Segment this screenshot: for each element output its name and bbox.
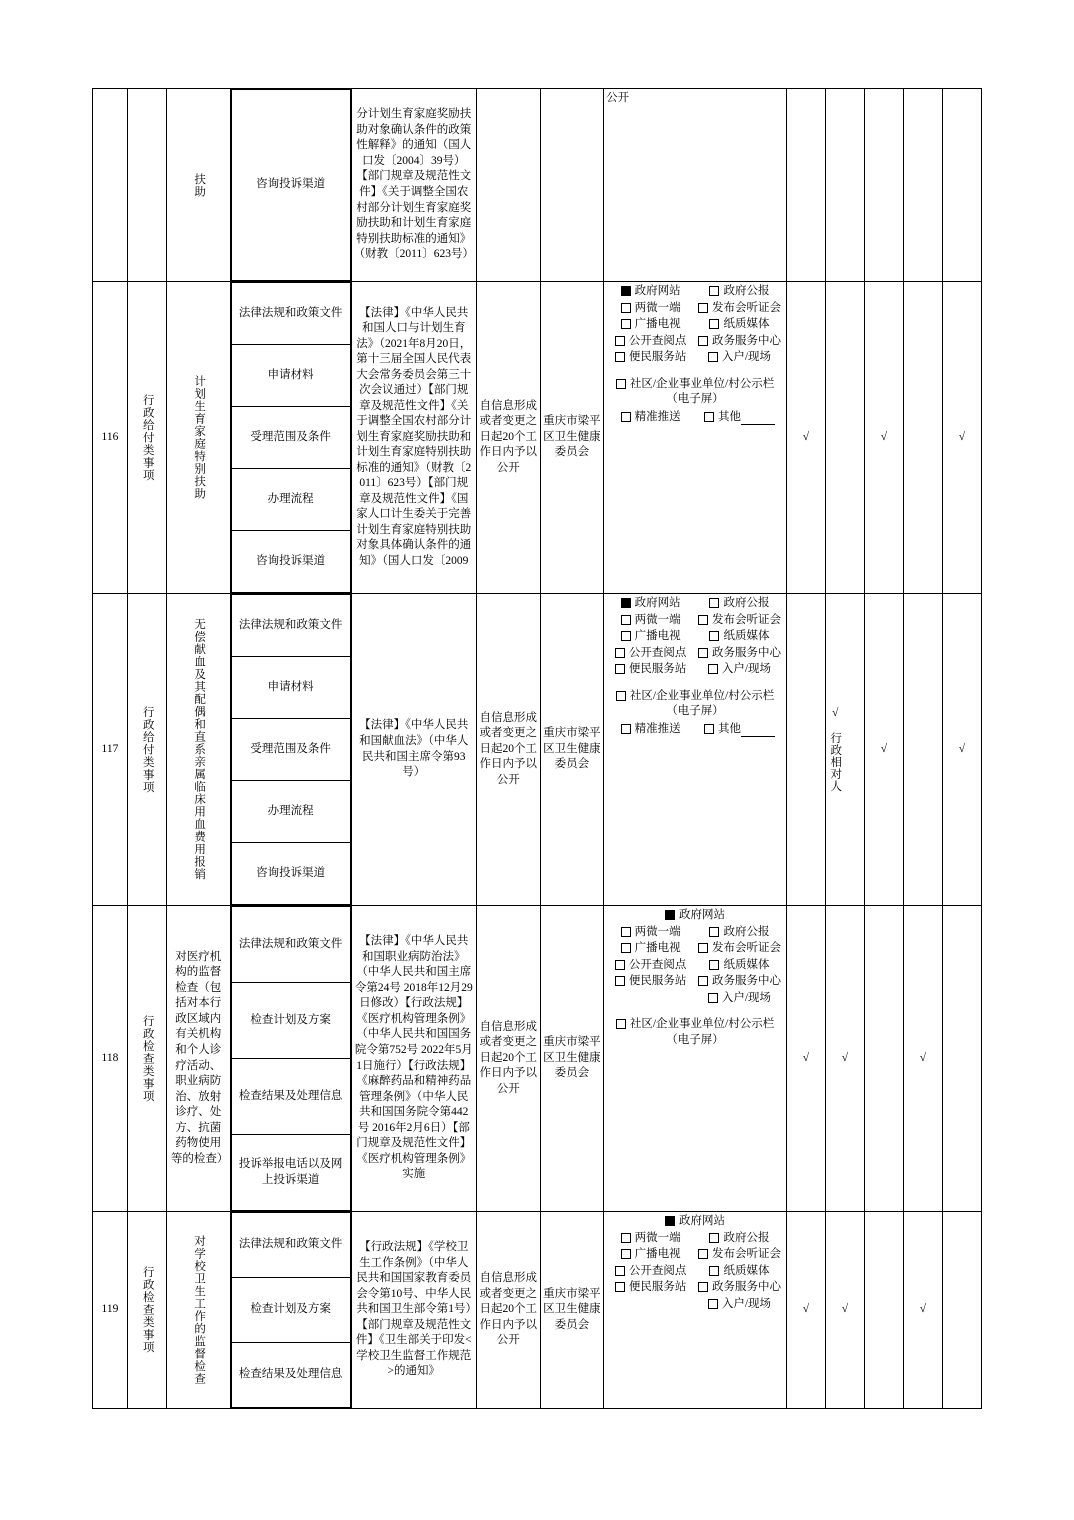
checkbox-precision-push[interactable] [621,724,631,734]
cell-basis: 【行政法规】《学校卫生工作条例》（中华人民共和国国家教育委员会令第10号、中华人民共和国卫生部令第1号）【部门规章及规范性文件】《卫生部关于印发<学校卫生监督工作规范>的通知》 [351,1212,476,1409]
checkbox-service-center[interactable] [698,336,708,346]
table-row [93,282,982,594]
table-row [93,906,982,1212]
cell-name [166,594,230,906]
cell-mark-1: √ [786,282,825,594]
cell-basis: 分计划生育家庭奖励扶助对象确认条件的政策性解释》的通知（国人口发〔2004〕39号）【部门规章及规范性文件】《关于调整全国农村部分计划生育家庭奖励扶助和计划生育家庭特别扶助标准的通知》（财教〔2011〕623号） [351,89,476,282]
table-row [93,89,982,282]
cell-type [127,594,166,906]
cell-mark-2: √ [825,1212,864,1409]
item-cell: 受理范围及条件 [231,719,350,781]
checkbox-public-reading-point[interactable] [615,648,625,658]
cell-items [230,906,351,1212]
cell-mark-5 [942,89,981,282]
checkbox-community-board[interactable] [616,691,626,701]
channel-top-label: 公开 [606,92,630,104]
checkbox-other[interactable] [704,412,714,422]
item-cell: 办理流程 [231,781,350,843]
checkbox-community-board[interactable] [616,1019,626,1029]
cell-mark-1: √ [786,1212,825,1409]
checkbox-weibo-wechat-app[interactable] [621,303,631,313]
checkbox-door-to-door[interactable] [708,664,718,674]
other-input[interactable] [741,725,775,737]
checkbox-door-to-door[interactable] [708,1299,718,1309]
cell-mark-5 [942,906,981,1212]
checkbox-weibo-wechat-app[interactable] [621,1233,631,1243]
cell-channel: 政府网站 两微一端 广播电视 公开查阅点 便民服务站 政府公报 发布会听证会 纸质媒体 政务服务中心 入户/现场 社区/企业事业单位/村公示栏（电子屏） [604,906,787,1212]
item-cell: 法律法规和政策文件 [231,1213,350,1278]
cell-no: 118 [93,906,128,1212]
cell-items [230,282,351,594]
cell-time: 自信息形成或者变更之日起20个工作日内予以公开 [476,594,540,906]
cell-mark-4 [903,89,942,282]
checkbox-public-reading-point[interactable] [615,960,625,970]
item-type-vertical: 行政给付类事项 [141,393,154,482]
cell-mark-2: √ [825,906,864,1212]
cell-name: 对医疗机构的监督检查（包括对本行政区域内有关机构和个人诊疗活动、职业病防治、放射诊疗、处方、抗菌药物使用等的检查） [166,906,230,1212]
mark-note-vertical: √ 行政相对人 [829,707,842,792]
cell-mark-5 [942,1212,981,1409]
cell-mark-2 [825,89,864,282]
cell-type [127,1212,166,1409]
cell-time: 自信息形成或者变更之日起20个工作日内予以公开 [476,1212,540,1409]
checkbox-precision-push[interactable] [621,412,631,422]
cell-type [127,906,166,1212]
cell-mark-1: √ [786,906,825,1212]
checkbox-broadcast-tv[interactable] [621,631,631,641]
checkbox-service-center[interactable] [698,648,708,658]
item-type-vertical: 行政检查类事项 [141,1266,154,1354]
cell-org: 重庆市梁平区卫生健康委员会 [540,282,604,594]
checkbox-press-hearing[interactable] [698,615,708,625]
item-cell: 申请材料 [231,345,350,407]
checkbox-gov-gazette[interactable] [709,598,719,608]
checkbox-print-media[interactable] [709,960,719,970]
item-cell: 办理流程 [231,469,350,531]
other-input[interactable] [741,413,775,425]
cell-mark-4 [903,282,942,594]
cell-mark-3: √ [864,282,903,594]
item-cell: 申请材料 [231,657,350,719]
cell-channel: 政府网站 两微一端 广播电视 公开查阅点 便民服务站 政府公报 发布会听证会 纸质媒体 政务服务中心 入户/现场 社区/企业事业单位/村公示栏（电子屏） 精准推送 其他 [604,282,787,594]
cell-mark-5: √ [942,282,981,594]
cell-org: 重庆市梁平区卫生健康委员会 [540,906,604,1212]
checkbox-press-hearing[interactable] [698,943,708,953]
checkbox-broadcast-tv[interactable] [621,1249,631,1259]
table-row [93,594,982,906]
checkbox-convenience-station[interactable] [615,352,625,362]
cell-channel [604,89,787,282]
item-cell: 检查计划及方案 [231,1278,350,1343]
cell-no: 116 [93,282,128,594]
checkbox-gov-website[interactable] [665,910,675,920]
table-row [93,1212,982,1409]
cell-items [230,594,351,906]
cell-name [166,282,230,594]
item-type-vertical: 行政检查类事项 [141,1014,154,1103]
cell-time: 自信息形成或者变更之日起20个工作日内予以公开 [476,282,540,594]
checkbox-community-board[interactable] [616,379,626,389]
item-cell: 法律法规和政策文件 [231,283,350,345]
disclosure-table [92,88,982,1409]
item-cell: 检查结果及处理信息 [231,1343,350,1408]
cell-mark-5: √ [942,594,981,906]
checkbox-convenience-station[interactable] [615,1282,625,1292]
item-name-vertical: 无偿献血及其配偶和直系亲属临床用血费用报销 [193,618,206,881]
item-cell: 咨询投诉渠道 [231,843,350,905]
checkbox-print-media[interactable] [709,319,719,329]
checkbox-gov-gazette[interactable] [709,927,719,937]
cell-mark-4 [903,594,942,906]
checkbox-weibo-wechat-app[interactable] [621,927,631,937]
cell-type [127,282,166,594]
item-type-vertical: 行政给付类事项 [141,705,154,794]
checkbox-service-center[interactable] [698,976,708,986]
checkbox-convenience-station[interactable] [615,664,625,674]
checkbox-press-hearing[interactable] [698,1249,708,1259]
cell-name [166,89,230,282]
cell-name [166,1212,230,1409]
cell-mark-1 [786,594,825,906]
cell-mark-2 [825,282,864,594]
cell-basis: 【法律】《中华人民共和国人口与计划生育法》（2021年8月20日，第十三届全国人民代表大会常务委员会第三十次会议通过）【部门规章及规范性文件】《关于调整全国农村部分计划生育家庭奖励扶助和计划生育家庭特别扶助标准的通知》（财教〔2011〕623号）【部门规章及规范性文件】《国家人口计生委关于完善计划生育家庭特别扶助对象具体确认条件的通知》（国人口发〔2009 [351,282,476,594]
checkbox-broadcast-tv[interactable] [621,319,631,329]
checkbox-public-reading-point[interactable] [615,336,625,346]
cell-basis: 【法律】《中华人民共和国职业病防治法》（中华人民共和国主席令第24号 2018年12月29日修改）【行政法规】《医疗机构管理条例》（中华人民共和国国务院令第752号 2022年5月1日施行）【行政法规】《麻醉药品和精神药品管理条例》（中华人民共和国国务院令第442号 2016年2月6日）【部门规章及规范性文件】《医疗机构管理条例》实施 [351,906,476,1212]
checkbox-broadcast-tv[interactable] [621,943,631,953]
item-cell: 咨询投诉渠道 [231,90,350,281]
item-cell: 法律法规和政策文件 [231,595,350,657]
item-name-vertical: 对学校卫生工作的监督检查 [193,1235,206,1385]
cell-channel: 政府网站 两微一端 广播电视 公开查阅点 便民服务站 政府公报 发布会听证会 纸质媒体 政务服务中心 入户/现场 [604,1212,787,1409]
item-cell: 咨询投诉渠道 [231,531,350,593]
cell-no: 119 [93,1212,128,1409]
item-name-vertical: 扶助 [193,172,206,198]
checkbox-public-reading-point[interactable] [615,1266,625,1276]
cell-org: 重庆市梁平区卫生健康委员会 [540,1212,604,1409]
cell-channel: 政府网站 两微一端 广播电视 公开查阅点 便民服务站 政府公报 发布会听证会 纸质媒体 政务服务中心 入户/现场 社区/企业事业单位/村公示栏（电子屏） 精准推送 其他 [604,594,787,906]
cell-time: 自信息形成或者变更之日起20个工作日内予以公开 [476,906,540,1212]
cell-no: 117 [93,594,128,906]
checkbox-print-media[interactable] [709,1266,719,1276]
cell-no [93,89,128,282]
cell-time [476,89,540,282]
checkbox-gov-website[interactable] [665,1216,675,1226]
cell-mark-1 [786,89,825,282]
checkbox-other[interactable] [704,724,714,734]
cell-mark-3 [864,1212,903,1409]
checkbox-door-to-door[interactable] [708,993,718,1003]
checkbox-gov-website[interactable] [621,598,631,608]
checkbox-service-center[interactable] [698,1282,708,1292]
item-cell: 法律法规和政策文件 [231,907,350,983]
cell-items [230,89,351,282]
item-name-vertical: 计划生育家庭特别扶助 [193,375,206,500]
checkbox-gov-website[interactable] [621,286,631,296]
checkbox-print-media[interactable] [709,631,719,641]
cell-mark-3: √ [864,594,903,906]
cell-mark-3 [864,89,903,282]
cell-basis: 【法律】《中华人民共和国献血法》（中华人民共和国主席令第93号） [351,594,476,906]
cell-mark-3 [864,906,903,1212]
cell-mark-2 [825,594,864,906]
checkbox-weibo-wechat-app[interactable] [621,615,631,625]
cell-org [540,89,604,282]
checkbox-press-hearing[interactable] [698,303,708,313]
cell-items [230,1212,351,1409]
checkbox-gov-gazette[interactable] [709,286,719,296]
checkbox-gov-gazette[interactable] [709,1233,719,1243]
item-cell: 受理范围及条件 [231,407,350,469]
checkbox-door-to-door[interactable] [708,352,718,362]
item-cell: 检查结果及处理信息 [231,1059,350,1135]
item-cell: 投诉举报电话以及网上投诉渠道 [231,1135,350,1211]
cell-type [127,89,166,282]
item-cell: 检查计划及方案 [231,983,350,1059]
cell-org: 重庆市梁平区卫生健康委员会 [540,594,604,906]
cell-mark-4: √ [903,906,942,1212]
checkbox-convenience-station[interactable] [615,976,625,986]
cell-mark-4: √ [903,1212,942,1409]
